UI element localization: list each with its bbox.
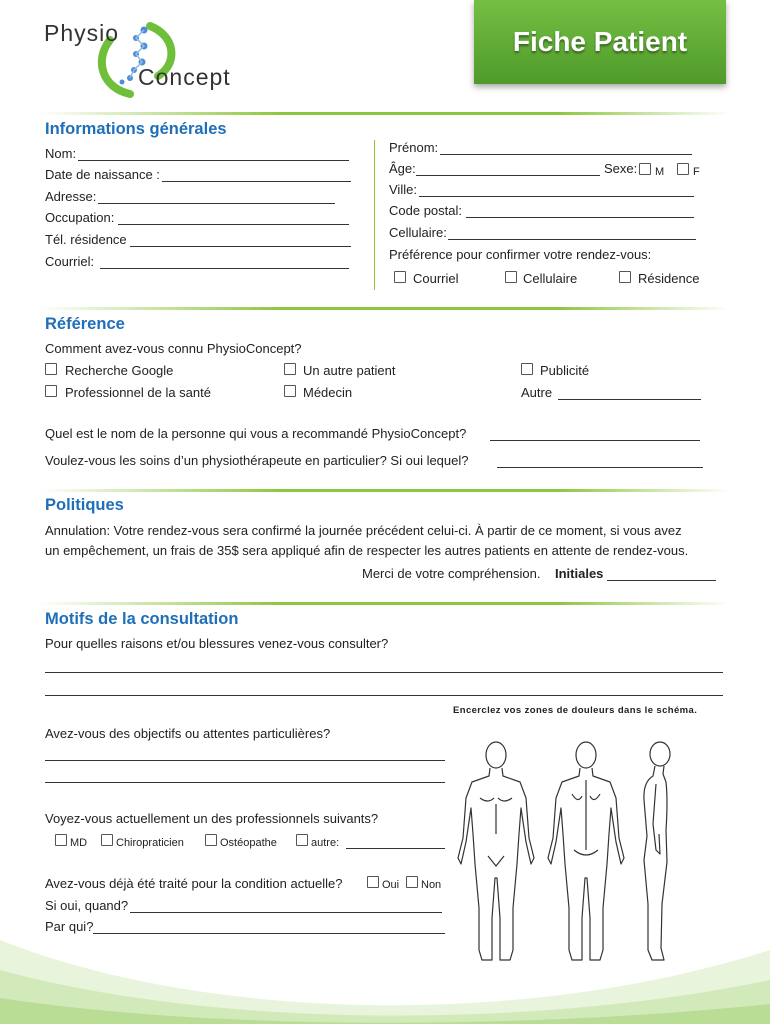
divider-vertical: [374, 140, 375, 290]
checkbox-label-pro-osteopathe: Ostéopathe: [220, 837, 277, 849]
checkbox-pro-osteopathe[interactable]: [205, 834, 217, 846]
policy-thanks: Merci de votre compréhension.: [362, 566, 541, 581]
checkbox-label-ref-patient: Un autre patient: [303, 363, 396, 378]
field-label-nom: Nom:: [45, 146, 77, 161]
checkbox-ref-patient[interactable]: [284, 363, 296, 375]
checkbox-label-pro-md: MD: [70, 837, 88, 849]
checkbox-label-pref-courriel: Courriel: [413, 271, 459, 286]
question-professionals: Voyez-vous actuellement un des professionnels suivants?: [45, 811, 379, 826]
checkbox-label-f: F: [693, 166, 700, 178]
field-line-adresse[interactable]: [98, 203, 335, 204]
question-recommended-by: Quel est le nom de la personne qui vous a recommandé PhysioConcept?: [45, 426, 467, 441]
question-reasons: Pour quelles raisons et/ou blessures venez-vous consulter?: [45, 636, 389, 651]
title-banner: [474, 0, 726, 84]
field-label-cellulaire: Cellulaire:: [389, 225, 447, 240]
decorative-swoosh: [0, 910, 770, 1024]
reference-question: Comment avez-vous connu PhysioConcept?: [45, 341, 302, 356]
checkbox-label-ref-medecin: Médecin: [303, 385, 353, 400]
logo: [40, 18, 250, 98]
field-line-specific-physio[interactable]: [497, 467, 703, 468]
field-line-goals-2[interactable]: [45, 782, 445, 783]
logo-word-concept: Concept: [138, 64, 231, 90]
question-specific-physio: Voulez-vous les soins d’un physiothérapeute en particulier? Si oui lequel?: [45, 453, 469, 468]
checkbox-treated-non[interactable]: [406, 876, 418, 888]
field-label-adresse: Adresse:: [45, 189, 97, 204]
checkbox-pref-cellulaire[interactable]: [505, 271, 517, 283]
field-line-nom[interactable]: [78, 160, 349, 161]
logo-word-physio: Physio: [44, 20, 120, 46]
field-label-sexe: Sexe:: [604, 161, 638, 176]
checkbox-ref-medecin[interactable]: [284, 385, 296, 397]
checkbox-label-treated-oui: Oui: [382, 879, 400, 891]
checkbox-treated-oui[interactable]: [367, 876, 379, 888]
section-heading-general: Informations générales: [45, 120, 227, 138]
field-label-code-postal: Code postal:: [389, 203, 462, 218]
checkbox-ref-google[interactable]: [45, 363, 57, 375]
section-divider: [40, 307, 730, 310]
section-heading-reference: Référence: [45, 315, 125, 333]
field-line-goals-1[interactable]: [45, 760, 445, 761]
checkbox-pref-courriel[interactable]: [394, 271, 406, 283]
field-line-age[interactable]: [416, 175, 600, 176]
checkbox-pro-chiropraticien[interactable]: [101, 834, 113, 846]
field-label-courriel: Courriel:: [45, 254, 95, 269]
field-line-recommended-by[interactable]: [490, 440, 700, 441]
checkbox-label-treated-non: Non: [421, 879, 442, 891]
field-line-cellulaire[interactable]: [448, 239, 696, 240]
checkbox-ref-publicite[interactable]: [521, 363, 533, 375]
policy-line-1: Annulation: Votre rendez-vous sera confirmé la journée précédent celui-ci. À partir de ce moment, si vous avez: [45, 523, 682, 538]
question-treated: Avez-vous déjà été traité pour la condition actuelle?: [45, 876, 343, 891]
field-line-code-postal[interactable]: [466, 217, 694, 218]
checkbox-sexe-m[interactable]: [639, 163, 651, 175]
checkbox-label-pref-residence: Résidence: [638, 271, 700, 286]
checkbox-label-m: M: [655, 166, 665, 178]
diagram-caption: Encerclez vos zones de douleurs dans le schéma.: [453, 705, 698, 716]
checkbox-label-pro-autre: autre:: [311, 837, 340, 849]
checkbox-sexe-f[interactable]: [677, 163, 689, 175]
checkbox-ref-professionnel[interactable]: [45, 385, 57, 397]
field-label-age: Âge:: [389, 161, 416, 176]
question-goals: Avez-vous des objectifs ou attentes particulières?: [45, 726, 331, 741]
checkbox-pref-residence[interactable]: [619, 271, 631, 283]
checkbox-label-pref-cellulaire: Cellulaire: [523, 271, 578, 286]
field-line-prenom[interactable]: [440, 154, 692, 155]
checkbox-label-ref-google: Recherche Google: [65, 363, 174, 378]
field-label-ville: Ville:: [389, 182, 417, 197]
field-label-occupation: Occupation:: [45, 210, 115, 225]
page-title: Fiche Patient: [512, 26, 688, 57]
field-label-par-qui: Par qui?: [45, 919, 94, 934]
field-line-date-naissance[interactable]: [162, 181, 351, 182]
checkbox-label-ref-publicite: Publicité: [540, 363, 590, 378]
section-divider: [40, 602, 730, 605]
checkbox-pro-md[interactable]: [55, 834, 67, 846]
checkbox-label-ref-professionnel: Professionnel de la santé: [65, 385, 211, 400]
field-label-autre: Autre: [521, 385, 553, 400]
field-label-date-naissance: Date de naissance :: [45, 167, 160, 182]
field-line-ville[interactable]: [419, 196, 694, 197]
field-line-pro-autre[interactable]: [346, 848, 445, 849]
field-line-tel-residence[interactable]: [130, 246, 351, 247]
field-line-reasons-1[interactable]: [45, 672, 723, 673]
section-divider: [40, 489, 730, 492]
policy-line-2: un empêchement, un frais de 35$ sera appliqué afin de respecter les autres patients en attente de rendez-vous.: [45, 543, 689, 558]
field-label-prenom: Prénom:: [389, 140, 439, 155]
checkbox-label-pro-chiropraticien: Chiropraticien: [116, 837, 184, 849]
field-label-si-oui: Si oui, quand?: [45, 898, 129, 913]
section-heading-policies: Politiques: [45, 496, 124, 514]
preference-question: Préférence pour confirmer votre rendez-vous:: [389, 247, 652, 262]
field-line-autre[interactable]: [558, 399, 701, 400]
field-line-reasons-2[interactable]: [45, 695, 723, 696]
section-heading-consultation: Motifs de la consultation: [45, 610, 239, 628]
section-divider: [40, 112, 730, 115]
field-label-initials: Initiales: [555, 566, 604, 581]
checkbox-pro-autre[interactable]: [296, 834, 308, 846]
field-label-tel-residence: Tél. résidence: [45, 232, 127, 247]
field-line-occupation[interactable]: [118, 224, 349, 225]
field-line-courriel[interactable]: [100, 268, 349, 269]
field-line-initials[interactable]: [607, 580, 716, 581]
